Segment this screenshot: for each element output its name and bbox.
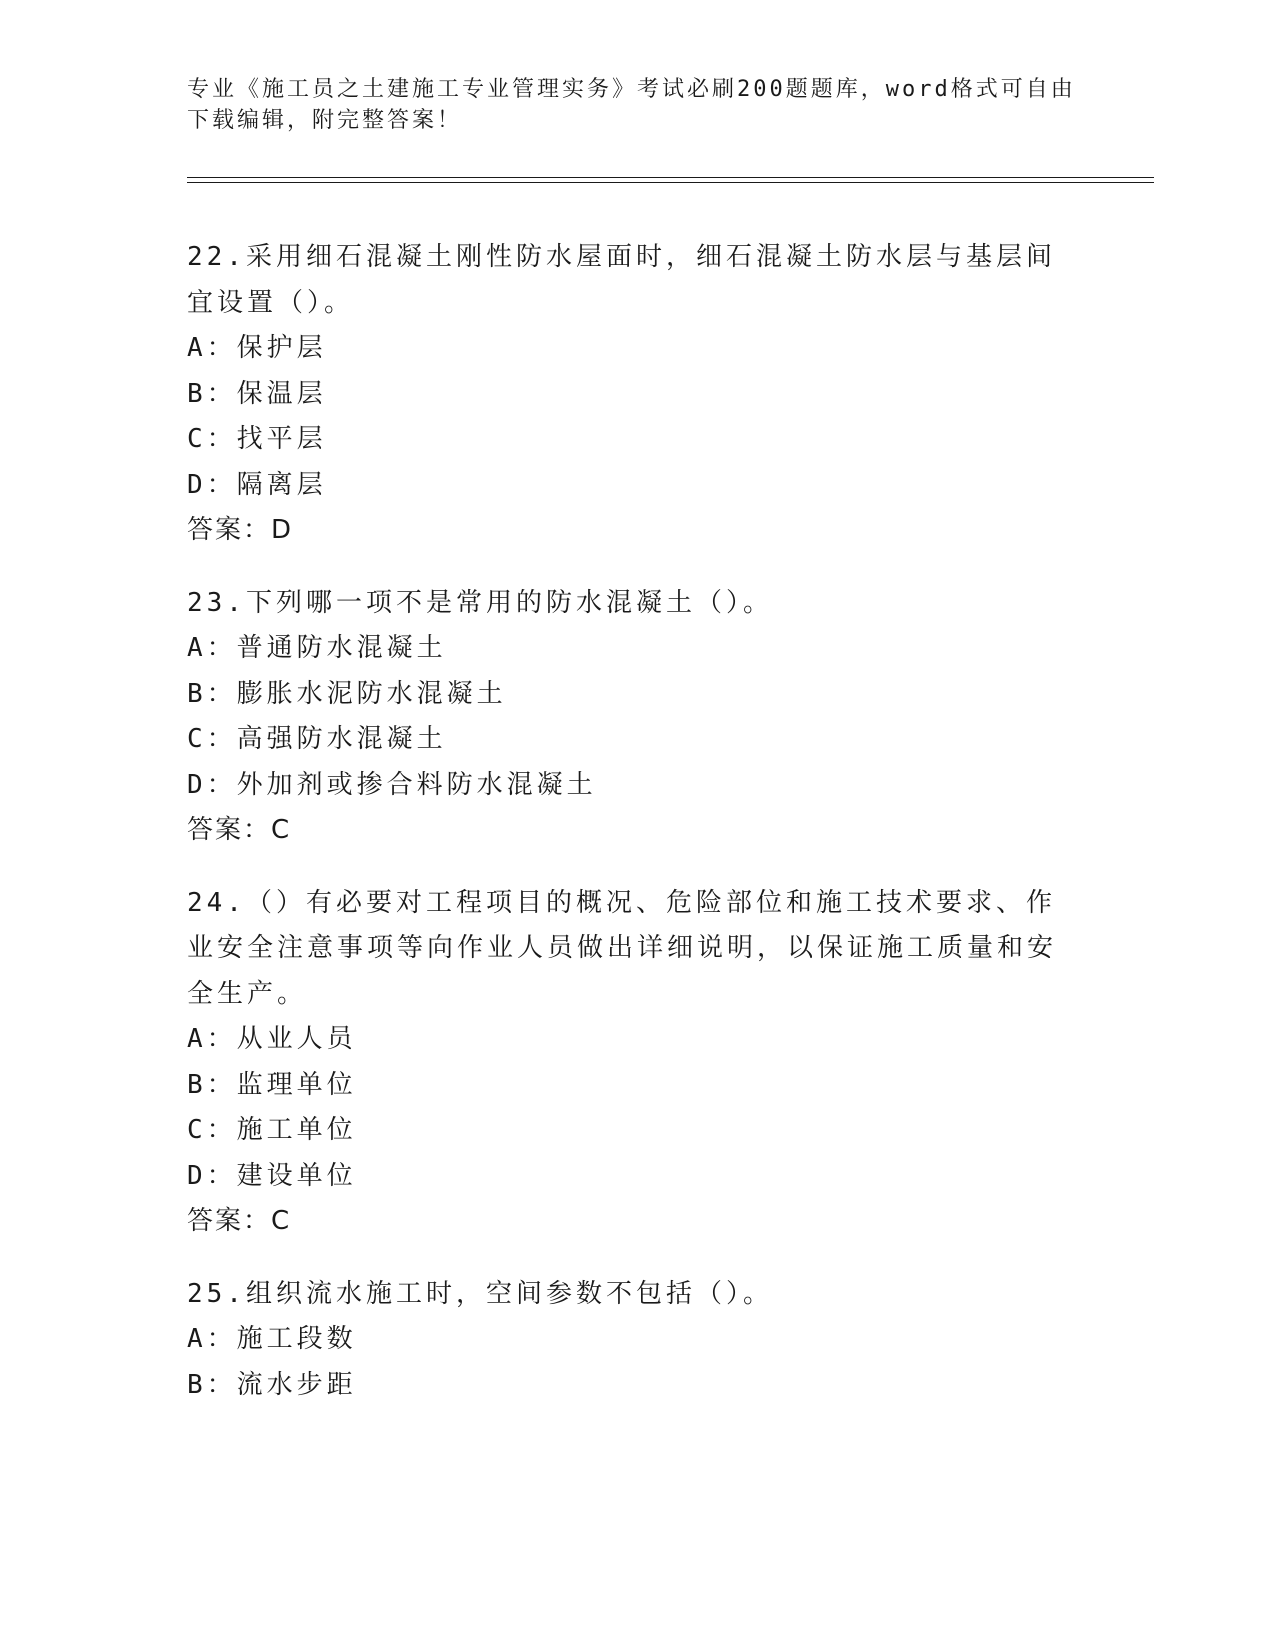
option-d: D：外加剂或掺合料防水混凝土 (187, 769, 597, 800)
option-b: B：监理单位 (187, 1069, 357, 1100)
option-a: A：普通防水混凝土 (187, 633, 447, 663)
question-22 (187, 235, 1067, 554)
answer: 答案：C (187, 815, 292, 845)
option-b: B：流水步距 (187, 1369, 357, 1400)
header-rule-top (187, 177, 1154, 178)
answer: 答案：D (187, 515, 294, 545)
document-header: 专业《施工员之土建施工专业管理实务》考试必刷200题题库，word格式可自由下载编辑，附完整答案！ (187, 77, 1076, 133)
option-c: C：施工单位 (187, 1115, 357, 1145)
option-d: D：隔离层 (187, 469, 327, 500)
option-c: C：高强防水混凝土 (187, 724, 447, 754)
option-a: A：保护层 (187, 333, 327, 363)
option-d: D：建设单位 (187, 1160, 357, 1191)
option-b: B：膨胀水泥防水混凝土 (187, 678, 507, 709)
option-b: B：保温层 (187, 378, 327, 409)
option-c: C：找平层 (187, 424, 327, 454)
answer: 答案：C (187, 1206, 292, 1236)
question-text: 25.组织流水施工时，空间参数不包括（）。 (187, 1278, 773, 1309)
question-24 (187, 881, 1067, 1245)
option-a: A：从业人员 (187, 1024, 357, 1054)
question-text: 22.采用细石混凝土刚性防水屋面时，细石混凝土防水层与基层间宜设置（）。 (187, 242, 1056, 318)
question-25 (187, 1272, 1067, 1409)
question-text: 24.（）有必要对工程项目的概况、危险部位和施工技术要求、作业安全注意事项等向作业人员做出详细说明，以保证施工质量和安全生产。 (187, 887, 1058, 1009)
question-23 (187, 581, 1067, 854)
question-list (187, 235, 1067, 1435)
header-rule-bottom (187, 182, 1154, 183)
option-a: A：施工段数 (187, 1324, 357, 1354)
question-text: 23.下列哪一项不是常用的防水混凝土（）。 (187, 587, 773, 618)
